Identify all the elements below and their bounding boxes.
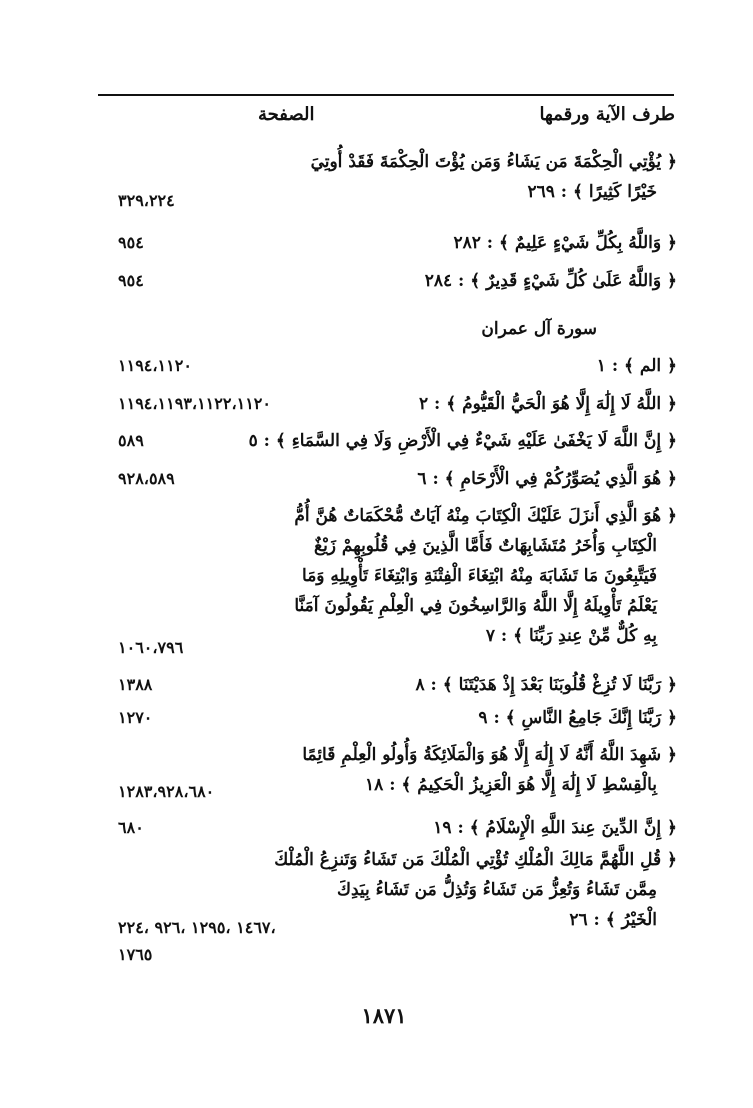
verse-line: ﴿ وَاللَّهُ بِكُلِّ شَيْءٍ عَلِيمٌ ﴾ : ٢٨٢ [453,233,677,253]
verse-line: ﴿ وَاللَّهُ عَلَىٰ كُلِّ شَيْءٍ قَدِيرٌ ﴾ : ٢٨٤ [424,271,677,291]
verse-line: خَيْرًا كَثِيرًا ﴾ : ٢٦٩ [527,182,657,202]
verse-entry [302,745,677,805]
page-ref-line: ٥٨٩ [118,431,144,450]
verse-line: ﴿ يُؤْتِي الْحِكْمَةَ مَن يَشَاءُ وَمَن يُؤْتَ الْحِكْمَةَ فَقَدْ أُوتِيَ [310,152,677,172]
page-ref-line: ١٠٦٠،٧٩٦ [118,638,184,657]
page-refs [118,675,314,702]
page-refs [118,233,314,260]
page-refs [118,708,314,735]
verse-line: الْخَيْرُ ﴾ : ٢٦ [569,910,657,930]
verse-line: الْكِتَابِ وَأُخَرُ مُتَشَابِهَاتٌ فَأَمَّا الَّذِينَ فِي قُلُوبِهِمْ زَيْغٌ [314,536,657,556]
verse-line: ﴿ رَبَّنَا لَا تُزِغْ قُلُوبَنَا بَعْدَ إِذْ هَدَيْتَنَا ﴾ : ٨ [415,675,677,695]
verse-line: ﴿ إِنَّ الدِّينَ عِندَ اللَّهِ الْإِسْلَامُ ﴾ : ١٩ [433,818,677,838]
verse-entry [294,506,677,656]
verse-line: بِالْقِسْطِ لَا إِلَٰهَ إِلَّا هُوَ الْعَزِيزُ الْحَكِيمُ ﴾ : ١٨ [365,775,657,795]
page-column-header: الصفحة [258,104,315,125]
verse-line: ﴿ قُلِ اللَّهُمَّ مَالِكَ الْمُلْكِ تُؤْتِي الْمُلْكَ مَن تَشَاءُ وَتَنزِعُ الْمُلْكَ [274,850,677,870]
page-number: ١٨٧١ [361,1003,407,1028]
verse-line: ﴿ الم ﴾ : ١ [596,356,677,376]
verse-entry [347,356,677,386]
page-refs [118,356,314,383]
page-refs [118,394,314,421]
page-ref-line: ٩٢٨،٥٨٩ [118,469,175,488]
verse-entry [347,708,677,738]
page-ref-line: ١٢٧٠ [118,708,153,727]
page-refs [118,469,314,496]
page-ref-line: ١١٩٤،١١٩٣،١١٢٢،١١٢٠ [118,394,271,413]
page-ref-line: ١٢٨٣،٩٢٨،٦٨٠ [118,782,215,801]
verse-line: ﴿ اللَّهُ لَا إِلَٰهَ إِلَّا هُوَ الْحَيُّ الْقَيُّومُ ﴾ : ٢ [418,394,677,414]
page-refs [118,818,314,845]
verse-entry [347,394,677,424]
page-ref-line: ٣٢٩،٢٢٤ [118,191,175,210]
surah-heading: سورة آل عمران [481,319,597,339]
page-ref-line: ١٣٨٨ [118,675,153,694]
page-refs [118,782,314,809]
verse-line: ﴿ إِنَّ اللَّهَ لَا يَخْفَىٰ عَلَيْهِ شَيْءٌ فِي الْأَرْضِ وَلَا فِي السَّمَاءِ ﴾ : ٥ [248,431,677,451]
page-ref-line: ،١٤٦٧ ،١٢٩٥ ،٩٢٦ ،٢٢٤ [118,918,276,937]
page-refs [118,918,314,972]
verse-entry [347,233,677,263]
verse-line: ﴿ رَبَّنَا إِنَّكَ جَامِعُ النَّاسِ ﴾ : ٩ [478,708,677,728]
verse-entry [347,818,677,848]
verse-line: مِمَّن تَشَاءُ وَتُعِزُّ مَن تَشَاءُ وَتُذِلُّ مَن تَشَاءُ بِيَدِكَ [336,880,657,900]
page-refs [118,271,314,298]
page-ref-line: ٩٥٤ [118,271,144,290]
verse-column-header: طرف الآية ورقمها [539,104,675,125]
page-ref-line: ١١٩٤،١١٢٠ [118,356,192,375]
verse-entry [310,152,677,212]
verse-line: ﴿ شَهِدَ اللَّهُ أَنَّهُ لَا إِلَٰهَ إِلَّا هُوَ وَالْمَلَائِكَةُ وَأُولُو الْعِلْمِ قَائِمًا [302,745,677,765]
page-refs [118,431,314,458]
page-ref-line: ٩٥٤ [118,233,144,252]
verse-line: ﴿ هُوَ الَّذِي أَنزَلَ عَلَيْكَ الْكِتَابَ مِنْهُ آيَاتٌ مُّحْكَمَاتٌ هُنَّ أُمُّ [294,506,677,526]
verse-entry [347,675,677,705]
page-ref-line: ١٧٦٥ [118,945,153,964]
verse-entry [347,271,677,301]
verse-line: ﴿ هُوَ الَّذِي يُصَوِّرُكُمْ فِي الْأَرْحَامِ ﴾ : ٦ [417,469,677,489]
verse-line: يَعْلَمُ تَأْوِيلَهُ إِلَّا اللَّهُ وَالرَّاسِخُونَ فِي الْعِلْمِ يَقُولُونَ آمَنَّا [294,596,657,616]
verse-line: فَيَتَّبِعُونَ مَا تَشَابَهَ مِنْهُ ابْتِغَاءَ الْفِتْنَةِ وَابْتِغَاءَ تَأْوِيلِهِ وَمَا [302,566,657,586]
page-ref-line: ٦٨٠ [118,818,144,837]
page-refs [118,638,314,665]
verse-entry [274,850,677,940]
verse-line: بِهِ كُلٌّ مِّنْ عِندِ رَبِّنَا ﴾ : ٧ [485,626,657,646]
page-refs [118,191,314,218]
header-rule [98,94,674,96]
verse-entry [347,469,677,499]
verse-entry [248,431,677,461]
